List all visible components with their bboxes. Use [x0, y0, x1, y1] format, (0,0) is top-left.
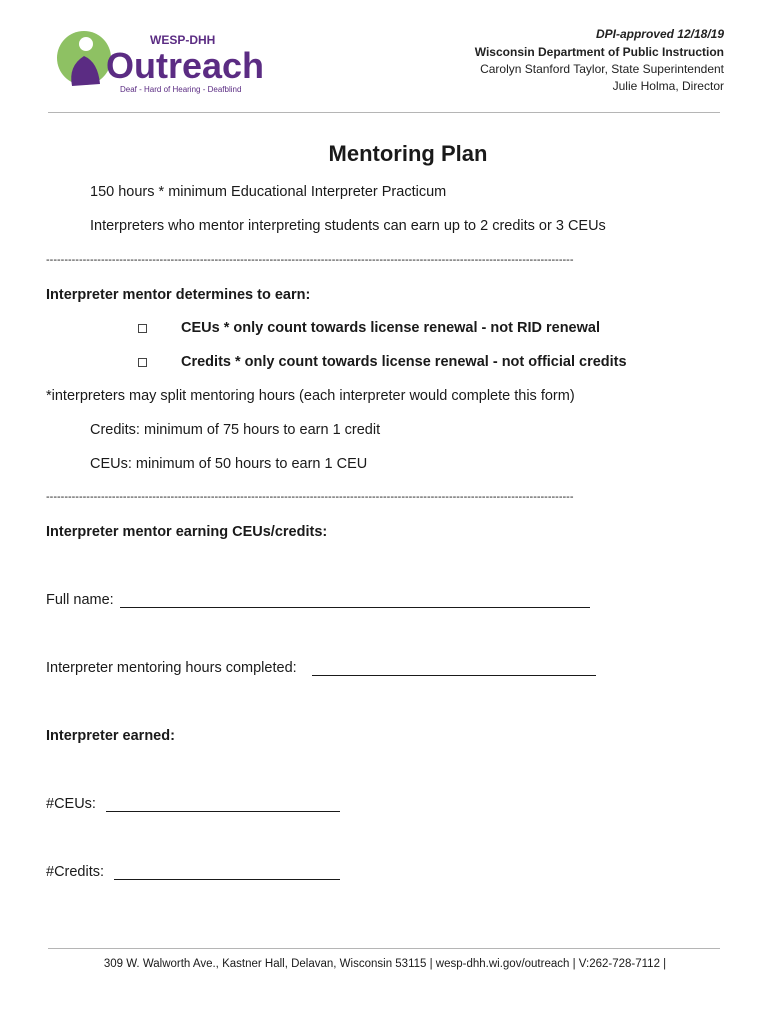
header-rule — [48, 112, 720, 113]
director-name: Julie Holma, Director — [612, 79, 724, 93]
logo-head — [79, 37, 93, 51]
full-name-field[interactable] — [120, 607, 590, 608]
split-note: *interpreters may split mentoring hours (each interpreter would complete this form) — [46, 388, 575, 404]
approval-date: DPI-approved 12/18/19 — [595, 27, 724, 41]
divider-1: ------------------------------------------------------------------------------------------------------------------------------------------------ — [46, 254, 574, 266]
credits-minimum: Credits: minimum of 75 hours to earn 1 credit — [90, 422, 381, 438]
ceus-checkbox[interactable] — [138, 324, 147, 333]
earned-heading: Interpreter earned: — [46, 728, 175, 744]
department-name: Wisconsin Department of Public Instruction — [474, 45, 724, 59]
credits-option-label: Credits * only count towards license renewal - not official credits — [181, 354, 627, 370]
credits-checkbox[interactable] — [138, 358, 147, 367]
outreach-logo — [54, 26, 274, 98]
intro-line-1: 150 hours * minimum Educational Interpreter Practicum — [90, 184, 447, 200]
page-title: Mentoring Plan — [328, 141, 488, 166]
logo-wordmark: Outreach — [106, 45, 265, 86]
footer-rule — [48, 948, 720, 949]
logo-top-text: WESP-DHH — [150, 33, 216, 47]
intro-line-2: Interpreters who mentor interpreting students can earn up to 2 credits or 3 CEUs — [90, 218, 606, 234]
credits-label: #Credits: — [46, 864, 105, 880]
divider-2: ------------------------------------------------------------------------------------------------------------------------------------------------ — [46, 491, 574, 503]
full-name-label: Full name: — [46, 592, 114, 608]
ceus-option-label: CEUs * only count towards license renewal - not RID renewal — [181, 320, 600, 336]
hours-field[interactable] — [312, 675, 596, 676]
superintendent-name: Carolyn Stanford Taylor, State Superintendent — [480, 62, 724, 76]
ceus-field[interactable] — [106, 811, 340, 812]
footer-text: 309 W. Walworth Ave., Kastner Hall, Delavan, Wisconsin 53115 | wesp-dhh.wi.gov/outreach | V:262-728-7112 | — [103, 958, 667, 970]
ceus-label: #CEUs: — [46, 796, 96, 812]
mentor-heading: Interpreter mentor earning CEUs/credits: — [46, 524, 328, 540]
ceus-minimum: CEUs: minimum of 50 hours to earn 1 CEU — [90, 456, 368, 472]
credits-field[interactable] — [114, 879, 340, 880]
hours-label: Interpreter mentoring hours completed: — [46, 660, 297, 676]
earn-heading: Interpreter mentor determines to earn: — [46, 287, 311, 303]
logo-tagline: Deaf - Hard of Hearing - Deafblind — [120, 85, 242, 94]
